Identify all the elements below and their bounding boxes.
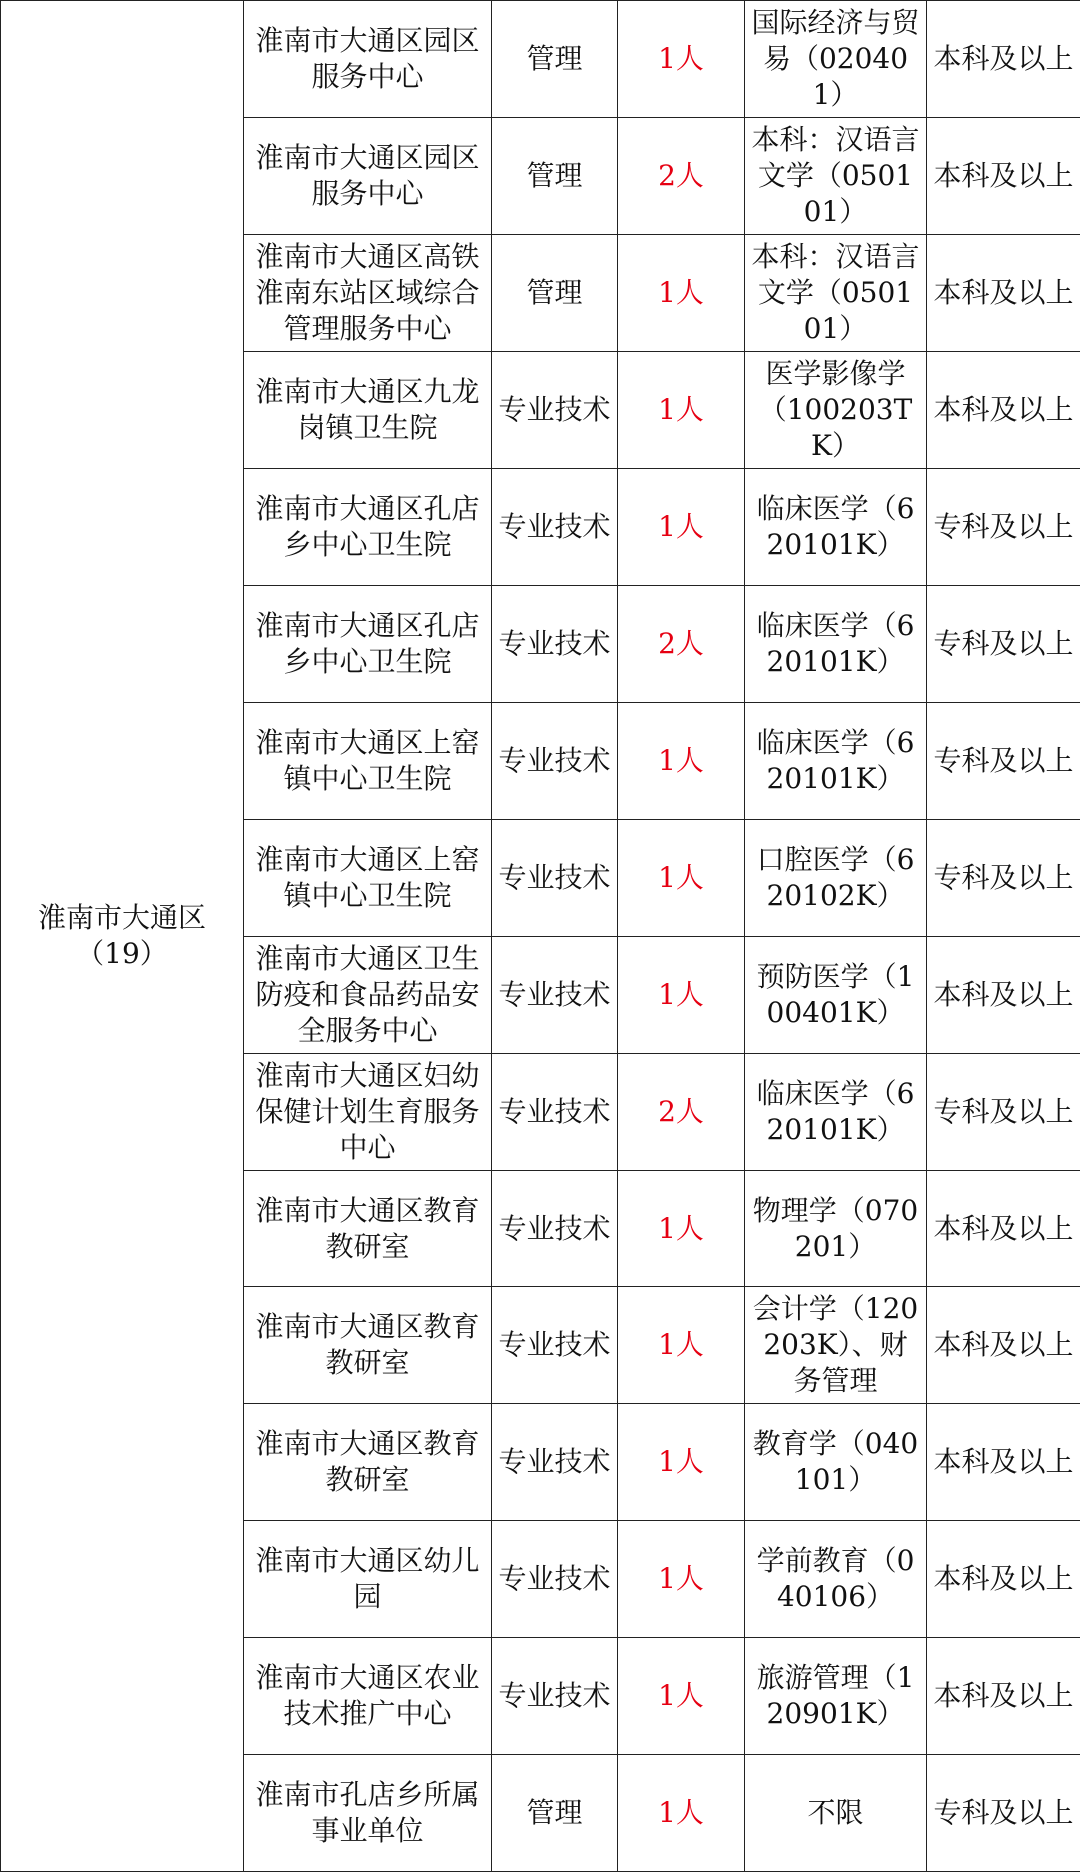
count-cell: 1人 — [618, 936, 745, 1053]
district-cell — [1, 1, 244, 1872]
major-cell: 医学影像学（100203TK） — [745, 352, 927, 469]
district-total: （19） — [7, 936, 237, 972]
category-cell: 专业技术 — [492, 1287, 618, 1404]
major-cell: 不限 — [745, 1755, 927, 1872]
unit-cell: 淮南市大通区农业技术推广中心 — [244, 1638, 492, 1755]
major-cell: 口腔医学（620102K） — [745, 819, 927, 936]
unit-cell: 淮南市大通区卫生防疫和食品药品安全服务中心 — [244, 936, 492, 1053]
unit-cell: 淮南市大通区教育教研室 — [244, 1404, 492, 1521]
major-cell: 本科：汉语言文学（050101） — [745, 235, 927, 352]
major-cell: 旅游管理（120901K） — [745, 1638, 927, 1755]
category-cell: 专业技术 — [492, 585, 618, 702]
count-cell: 1人 — [618, 1755, 745, 1872]
unit-cell: 淮南市大通区上窑镇中心卫生院 — [244, 819, 492, 936]
education-cell: 本科及以上 — [927, 1638, 1080, 1755]
category-cell: 专业技术 — [492, 469, 618, 586]
education-cell: 本科及以上 — [927, 352, 1080, 469]
unit-cell: 淮南市大通区教育教研室 — [244, 1287, 492, 1404]
major-cell: 临床医学（620101K） — [745, 1053, 927, 1170]
count-cell: 1人 — [618, 469, 745, 586]
category-cell: 专业技术 — [492, 352, 618, 469]
unit-cell: 淮南市孔店乡所属事业单位 — [244, 1755, 492, 1872]
count-cell: 1人 — [618, 235, 745, 352]
major-cell: 国际经济与贸易（020401） — [745, 1, 927, 118]
count-cell: 1人 — [618, 1, 745, 118]
count-cell: 1人 — [618, 1287, 745, 1404]
unit-cell: 淮南市大通区妇幼保健计划生育服务中心 — [244, 1053, 492, 1170]
count-cell: 1人 — [618, 702, 745, 819]
education-cell: 本科及以上 — [927, 1521, 1080, 1638]
category-cell: 专业技术 — [492, 819, 618, 936]
unit-cell: 淮南市大通区孔店乡中心卫生院 — [244, 585, 492, 702]
major-cell: 本科：汉语言文学（050101） — [745, 118, 927, 235]
count-cell: 2人 — [618, 1053, 745, 1170]
count-cell: 1人 — [618, 1404, 745, 1521]
unit-cell: 淮南市大通区园区服务中心 — [244, 1, 492, 118]
table-body — [1, 1, 1080, 1872]
education-cell: 本科及以上 — [927, 118, 1080, 235]
category-cell: 管理 — [492, 1755, 618, 1872]
major-cell: 教育学（040101） — [745, 1404, 927, 1521]
unit-cell: 淮南市大通区高铁淮南东站区域综合管理服务中心 — [244, 235, 492, 352]
major-cell: 学前教育（040106） — [745, 1521, 927, 1638]
unit-cell: 淮南市大通区幼儿园 — [244, 1521, 492, 1638]
education-cell: 本科及以上 — [927, 936, 1080, 1053]
unit-cell: 淮南市大通区孔店乡中心卫生院 — [244, 469, 492, 586]
education-cell: 专科及以上 — [927, 585, 1080, 702]
category-cell: 管理 — [492, 1, 618, 118]
education-cell: 本科及以上 — [927, 1404, 1080, 1521]
education-cell: 专科及以上 — [927, 819, 1080, 936]
major-cell: 会计学（120203K）、财务管理 — [745, 1287, 927, 1404]
count-cell: 2人 — [618, 118, 745, 235]
category-cell: 专业技术 — [492, 1521, 618, 1638]
count-cell: 1人 — [618, 1170, 745, 1287]
count-cell: 1人 — [618, 352, 745, 469]
district-name: 淮南市大通区 — [7, 900, 237, 936]
unit-cell: 淮南市大通区上窑镇中心卫生院 — [244, 702, 492, 819]
education-cell: 专科及以上 — [927, 1755, 1080, 1872]
unit-cell: 淮南市大通区九龙岗镇卫生院 — [244, 352, 492, 469]
education-cell: 专科及以上 — [927, 702, 1080, 819]
count-cell: 1人 — [618, 819, 745, 936]
education-cell: 本科及以上 — [927, 1170, 1080, 1287]
education-cell: 本科及以上 — [927, 1287, 1080, 1404]
education-cell: 本科及以上 — [927, 1, 1080, 118]
category-cell: 管理 — [492, 235, 618, 352]
category-cell: 专业技术 — [492, 702, 618, 819]
category-cell: 专业技术 — [492, 1053, 618, 1170]
major-cell: 临床医学（620101K） — [745, 585, 927, 702]
unit-cell: 淮南市大通区园区服务中心 — [244, 118, 492, 235]
education-cell: 本科及以上 — [927, 235, 1080, 352]
major-cell: 预防医学（100401K） — [745, 936, 927, 1053]
category-cell: 管理 — [492, 118, 618, 235]
education-cell: 专科及以上 — [927, 469, 1080, 586]
count-cell: 1人 — [618, 1521, 745, 1638]
category-cell: 专业技术 — [492, 1170, 618, 1287]
category-cell: 专业技术 — [492, 936, 618, 1053]
table-row — [1, 1, 1080, 118]
unit-cell: 淮南市大通区教育教研室 — [244, 1170, 492, 1287]
major-cell: 物理学（070201） — [745, 1170, 927, 1287]
count-cell: 2人 — [618, 585, 745, 702]
count-cell: 1人 — [618, 1638, 745, 1755]
category-cell: 专业技术 — [492, 1638, 618, 1755]
education-cell: 专科及以上 — [927, 1053, 1080, 1170]
major-cell: 临床医学（620101K） — [745, 469, 927, 586]
major-cell: 临床医学（620101K） — [745, 702, 927, 819]
category-cell: 专业技术 — [492, 1404, 618, 1521]
